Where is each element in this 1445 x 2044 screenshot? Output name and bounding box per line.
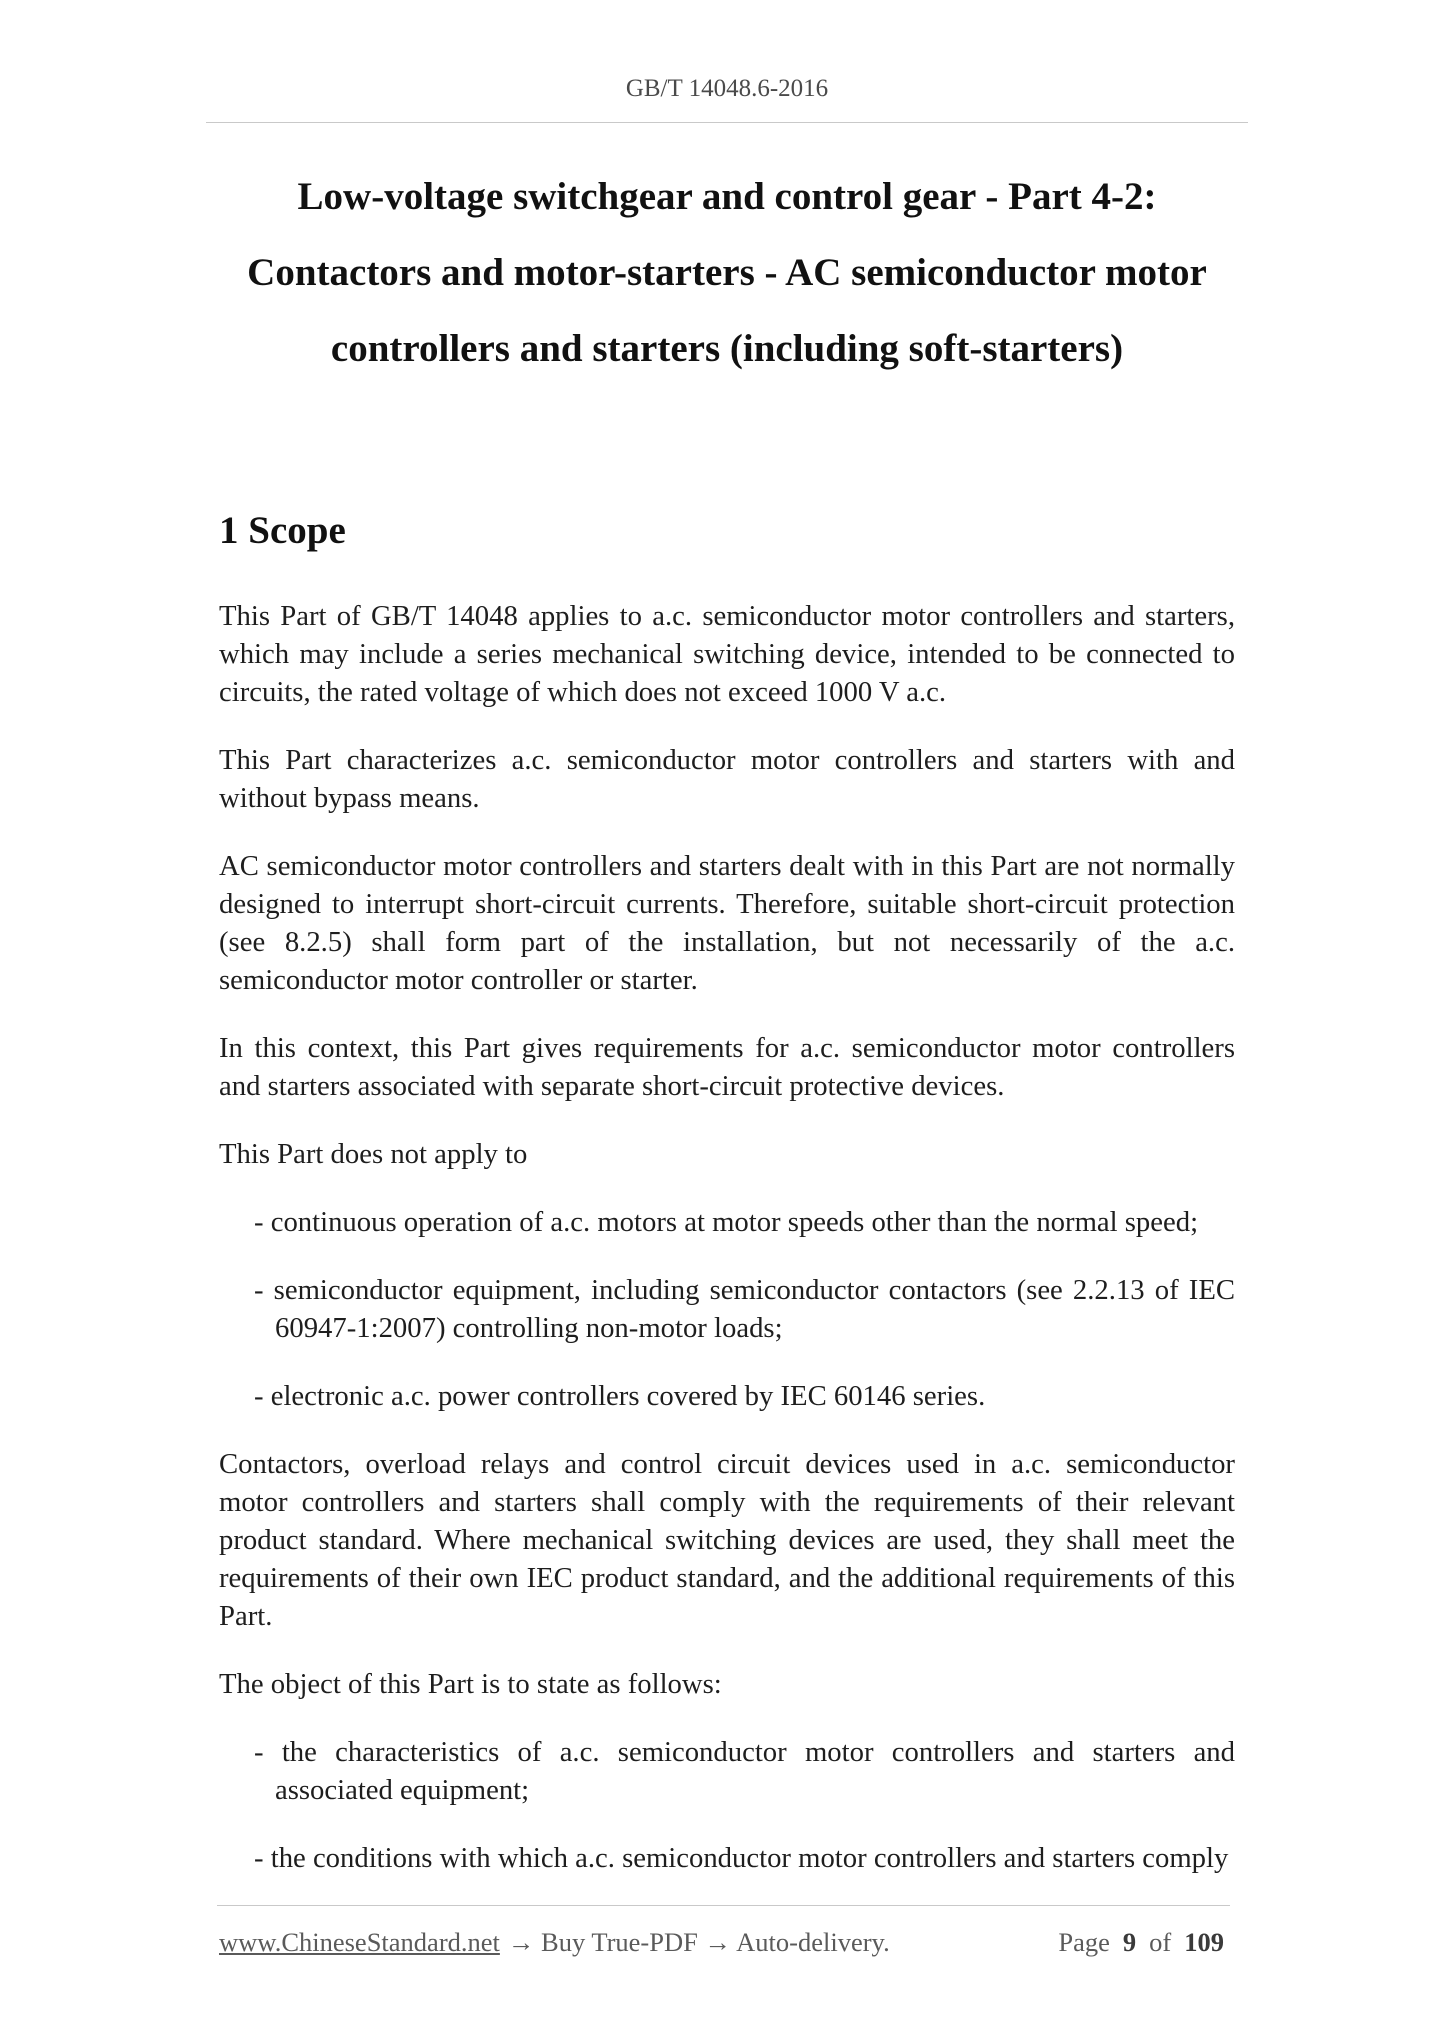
- list-item: [219, 1733, 1235, 1809]
- text-line: semiconductor motor controller or starter.: [219, 964, 698, 996]
- text-line: This Part characterizes a.c. semiconductor motor controllers and starters with and: [219, 744, 1235, 776]
- list-item: [219, 1839, 1235, 1877]
- header-divider: [206, 122, 1248, 123]
- paragraph: [219, 597, 1235, 711]
- paragraph: [219, 1445, 1235, 1635]
- text-line: - the characteristics of a.c. semiconductor motor controllers and starters and: [254, 1736, 1235, 1768]
- text-line: Contactors, overload relays and control circuit devices used in a.c. semiconductor: [219, 1448, 1235, 1480]
- website-link[interactable]: www.ChineseStandard.net: [219, 1927, 500, 1957]
- text-line: AC semiconductor motor controllers and starters dealt with in this Part are not normally: [219, 850, 1235, 882]
- text-line: - continuous operation of a.c. motors at motor speeds other than the normal speed;: [254, 1206, 1199, 1238]
- footer-divider: [217, 1905, 1230, 1906]
- text-line: The object of this Part is to state as follows:: [219, 1668, 722, 1700]
- text-line: This Part of GB/T 14048 applies to a.c. semiconductor motor controllers and starters,: [219, 600, 1235, 632]
- footer-promo: [219, 1926, 890, 1958]
- document-title: [206, 159, 1248, 387]
- text-line: circuits, the rated voltage of which does not exceed 1000 V a.c.: [219, 676, 947, 708]
- section-heading: 1 Scope: [219, 509, 346, 552]
- text-line: 60947-1:2007) controlling non-motor loads;: [275, 1312, 783, 1344]
- promo-text: → Buy True-PDF → Auto-delivery.: [507, 1927, 890, 1957]
- title-line: Low-voltage switchgear and control gear - Part 4-2:: [297, 175, 1157, 218]
- title-line: controllers and starters (including soft-starters): [330, 327, 1124, 370]
- text-line: In this context, this Part gives requirements for a.c. semiconductor motor controllers: [219, 1032, 1235, 1064]
- text-line: - electronic a.c. power controllers covered by IEC 60146 series.: [254, 1380, 986, 1412]
- text-line: Part.: [219, 1600, 273, 1632]
- list-item: [219, 1203, 1235, 1241]
- text-line: motor controllers and starters shall comply with the requirements of their relevant: [219, 1486, 1235, 1518]
- text-line: which may include a series mechanical switching device, intended to be connected to: [219, 638, 1235, 670]
- text-line: without bypass means.: [219, 782, 480, 814]
- text-line: associated equipment;: [275, 1774, 530, 1806]
- paragraph: [219, 1029, 1235, 1105]
- title-line: Contactors and motor-starters - AC semiconductor motor: [247, 251, 1207, 294]
- paragraph: [219, 741, 1235, 817]
- list-item: [219, 1271, 1235, 1347]
- text-line: designed to interrupt short-circuit currents. Therefore, suitable short-circuit protection: [219, 888, 1235, 920]
- text-line: - semiconductor equipment, including semiconductor contactors (see 2.2.13 of IEC: [254, 1274, 1235, 1306]
- body-text: [219, 597, 1235, 1907]
- page-number: 9: [1122, 1927, 1137, 1957]
- page-indicator: [1058, 1926, 1224, 1958]
- paragraph: [219, 1665, 1235, 1703]
- text-line: product standard. Where mechanical switching devices are used, they shall meet the: [219, 1524, 1235, 1556]
- of-label: of: [1149, 1927, 1172, 1957]
- text-line: (see 8.2.5) shall form part of the installation, but not necessarily of the a.c.: [219, 926, 1235, 958]
- text-line: and starters associated with separate short-circuit protective devices.: [219, 1070, 1005, 1102]
- paragraph: [219, 1135, 1235, 1173]
- document-code-header: GB/T 14048.6-2016: [625, 75, 829, 102]
- page-total: 109: [1184, 1927, 1224, 1957]
- list-item: [219, 1377, 1235, 1415]
- paragraph: [219, 847, 1235, 999]
- text-line: requirements of their own IEC product standard, and the additional requirements of this: [219, 1562, 1235, 1594]
- text-line: This Part does not apply to: [219, 1138, 528, 1170]
- text-line: - the conditions with which a.c. semiconductor motor controllers and starters comply: [254, 1842, 1229, 1874]
- page-label: Page: [1058, 1927, 1110, 1957]
